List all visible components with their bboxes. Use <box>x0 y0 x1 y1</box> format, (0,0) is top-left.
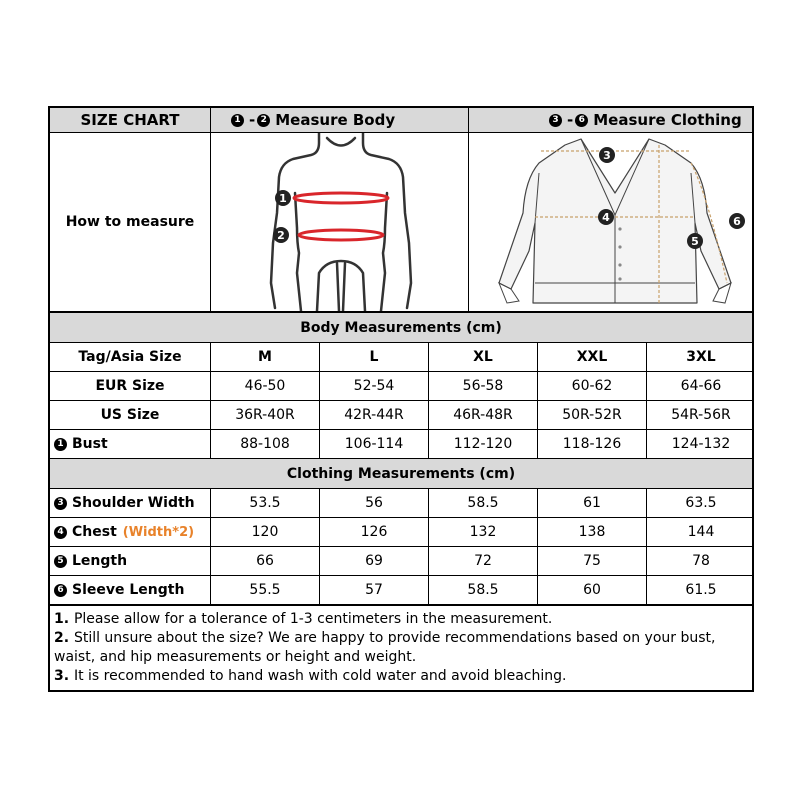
clothing-value-cell: 58.5 <box>467 495 499 511</box>
grid-line <box>428 342 429 458</box>
marker-6-icon <box>729 213 745 229</box>
badge-icon: 5 <box>54 555 67 568</box>
how-to-measure-label: How to measure <box>65 214 195 230</box>
clothing-row-label-text: Shoulder Width <box>72 495 195 511</box>
note-text: Still unsure about the size? We are happy to provide recommendations based on your bust, waist, and hip measurements or height and weight. <box>54 630 716 665</box>
grid-line <box>50 458 752 459</box>
clothing-value-cell: 138 <box>578 524 606 540</box>
body-figure-illustration <box>211 133 468 311</box>
clothing-value-cell: 120 <box>251 524 279 540</box>
note-number: 3. <box>54 668 74 684</box>
grid-line <box>50 604 752 606</box>
body-value-cell: 112-120 <box>453 436 513 452</box>
body-measurements-title: Body Measurements (cm) <box>50 313 752 342</box>
measure-clothing-label: Measure Clothing <box>593 110 742 129</box>
clothing-value-cell: 75 <box>583 553 601 569</box>
badge-icon: 1 <box>54 438 67 451</box>
svg-text:6: 6 <box>733 215 741 228</box>
clothing-value-cell: 69 <box>365 553 383 569</box>
measure-body-label: Measure Body <box>275 110 396 129</box>
marker-1-icon <box>275 190 291 206</box>
grid-line <box>319 342 320 458</box>
grid-line <box>646 488 647 604</box>
svg-text:5: 5 <box>691 235 699 248</box>
body-value-cell: 3XL <box>686 349 716 365</box>
clothing-measurements-title: Clothing Measurements (cm) <box>50 459 752 488</box>
body-value-cell: 52-54 <box>353 378 395 394</box>
body-row-label-text: Tag/Asia Size <box>78 349 182 365</box>
note-item <box>54 610 750 629</box>
grid-line <box>50 311 752 313</box>
body-value-cell: 56-58 <box>462 378 504 394</box>
svg-text:1: 1 <box>279 192 287 205</box>
grid-line <box>210 342 211 458</box>
clothing-value-cell: 72 <box>474 553 492 569</box>
grid-line <box>646 342 647 458</box>
body-value-cell: 46-50 <box>244 378 286 394</box>
badge-icon: 3 <box>549 114 562 127</box>
clothing-value-cell: 63.5 <box>685 495 717 511</box>
clothing-value-cell: 58.5 <box>467 582 499 598</box>
clothing-value-cell: 61 <box>583 495 601 511</box>
note-item <box>54 667 750 686</box>
clothing-value-cell: 132 <box>469 524 497 540</box>
clothing-value-cell: 56 <box>365 495 383 511</box>
grid-line <box>537 488 538 604</box>
body-value-cell: L <box>369 349 379 365</box>
clothing-row-label-text: Length <box>72 553 128 569</box>
body-value-cell: 88-108 <box>240 436 290 452</box>
body-row-label <box>50 372 210 400</box>
body-value-cell: 42R-44R <box>344 407 404 423</box>
note-text: It is recommended to hand wash with cold water and avoid bleaching. <box>73 668 567 684</box>
clothing-value-cell: 66 <box>256 553 274 569</box>
body-row-label <box>50 430 210 458</box>
body-row-label-text: US Size <box>100 407 160 423</box>
marker-4-icon <box>598 209 614 225</box>
body-row-label-text: EUR Size <box>95 378 165 394</box>
body-value-cell: M <box>258 349 272 365</box>
clothing-row-label-text: Chest <box>72 524 117 540</box>
grid-line <box>428 488 429 604</box>
marker-5-icon <box>687 233 703 249</box>
body-value-cell: 64-66 <box>680 378 722 394</box>
clothing-row-label-text: Sleeve Length <box>72 582 185 598</box>
body-value-cell: XXL <box>576 349 608 365</box>
clothing-value-cell: 126 <box>360 524 388 540</box>
body-row-label <box>50 343 210 371</box>
clothing-value-cell: 78 <box>692 553 710 569</box>
badge-icon: 4 <box>54 526 67 539</box>
badge-icon: 3 <box>54 497 67 510</box>
note-number: 2. <box>54 630 74 646</box>
measure-body-header: 1 - 2 Measure Body <box>211 108 468 132</box>
clothing-value-cell: 61.5 <box>685 582 717 598</box>
body-value-cell: 54R-56R <box>671 407 731 423</box>
clothing-value-cell: 53.5 <box>249 495 281 511</box>
size-chart-table <box>48 106 754 692</box>
clothing-row-label <box>50 547 210 575</box>
grid-line <box>468 108 469 311</box>
clothing-row-label <box>50 576 210 604</box>
grid-line <box>319 488 320 604</box>
note-item <box>54 629 750 667</box>
marker-2-icon <box>273 227 289 243</box>
body-value-cell: 36R-40R <box>235 407 295 423</box>
svg-text:2: 2 <box>277 229 285 242</box>
badge-icon: 6 <box>575 114 588 127</box>
grid-line <box>210 108 211 311</box>
body-value-cell: 106-114 <box>344 436 404 452</box>
body-value-cell: XL <box>473 349 493 365</box>
body-row-label <box>50 401 210 429</box>
grid-line <box>537 342 538 458</box>
measure-clothing-header: 3 - 6 Measure Clothing <box>469 108 752 132</box>
svg-text:3: 3 <box>603 149 611 162</box>
clothing-value-cell: 144 <box>687 524 715 540</box>
notes-section <box>52 608 752 688</box>
badge-icon: 6 <box>54 584 67 597</box>
clothing-row-label <box>50 518 210 546</box>
clothing-value-cell: 60 <box>583 582 601 598</box>
badge-icon: 2 <box>257 114 270 127</box>
clothing-row-label <box>50 489 210 517</box>
body-value-cell: 60-62 <box>571 378 613 394</box>
width-note: (Width*2) <box>122 524 195 540</box>
size-chart-title: SIZE CHART <box>50 108 210 132</box>
note-number: 1. <box>54 611 74 627</box>
badge-icon: 1 <box>231 114 244 127</box>
note-text: Please allow for a tolerance of 1-3 centimeters in the measurement. <box>73 611 553 627</box>
grid-line <box>210 488 211 604</box>
clothing-value-cell: 57 <box>365 582 383 598</box>
body-value-cell: 124-132 <box>671 436 731 452</box>
cardigan-illustration <box>469 133 752 311</box>
grid-line <box>50 132 752 133</box>
body-value-cell: 50R-52R <box>562 407 622 423</box>
body-row-label-text: Bust <box>72 436 108 452</box>
body-value-cell: 118-126 <box>562 436 622 452</box>
svg-text:4: 4 <box>602 211 610 224</box>
clothing-value-cell: 55.5 <box>249 582 281 598</box>
body-value-cell: 46R-48R <box>453 407 513 423</box>
marker-3-icon <box>599 147 615 163</box>
